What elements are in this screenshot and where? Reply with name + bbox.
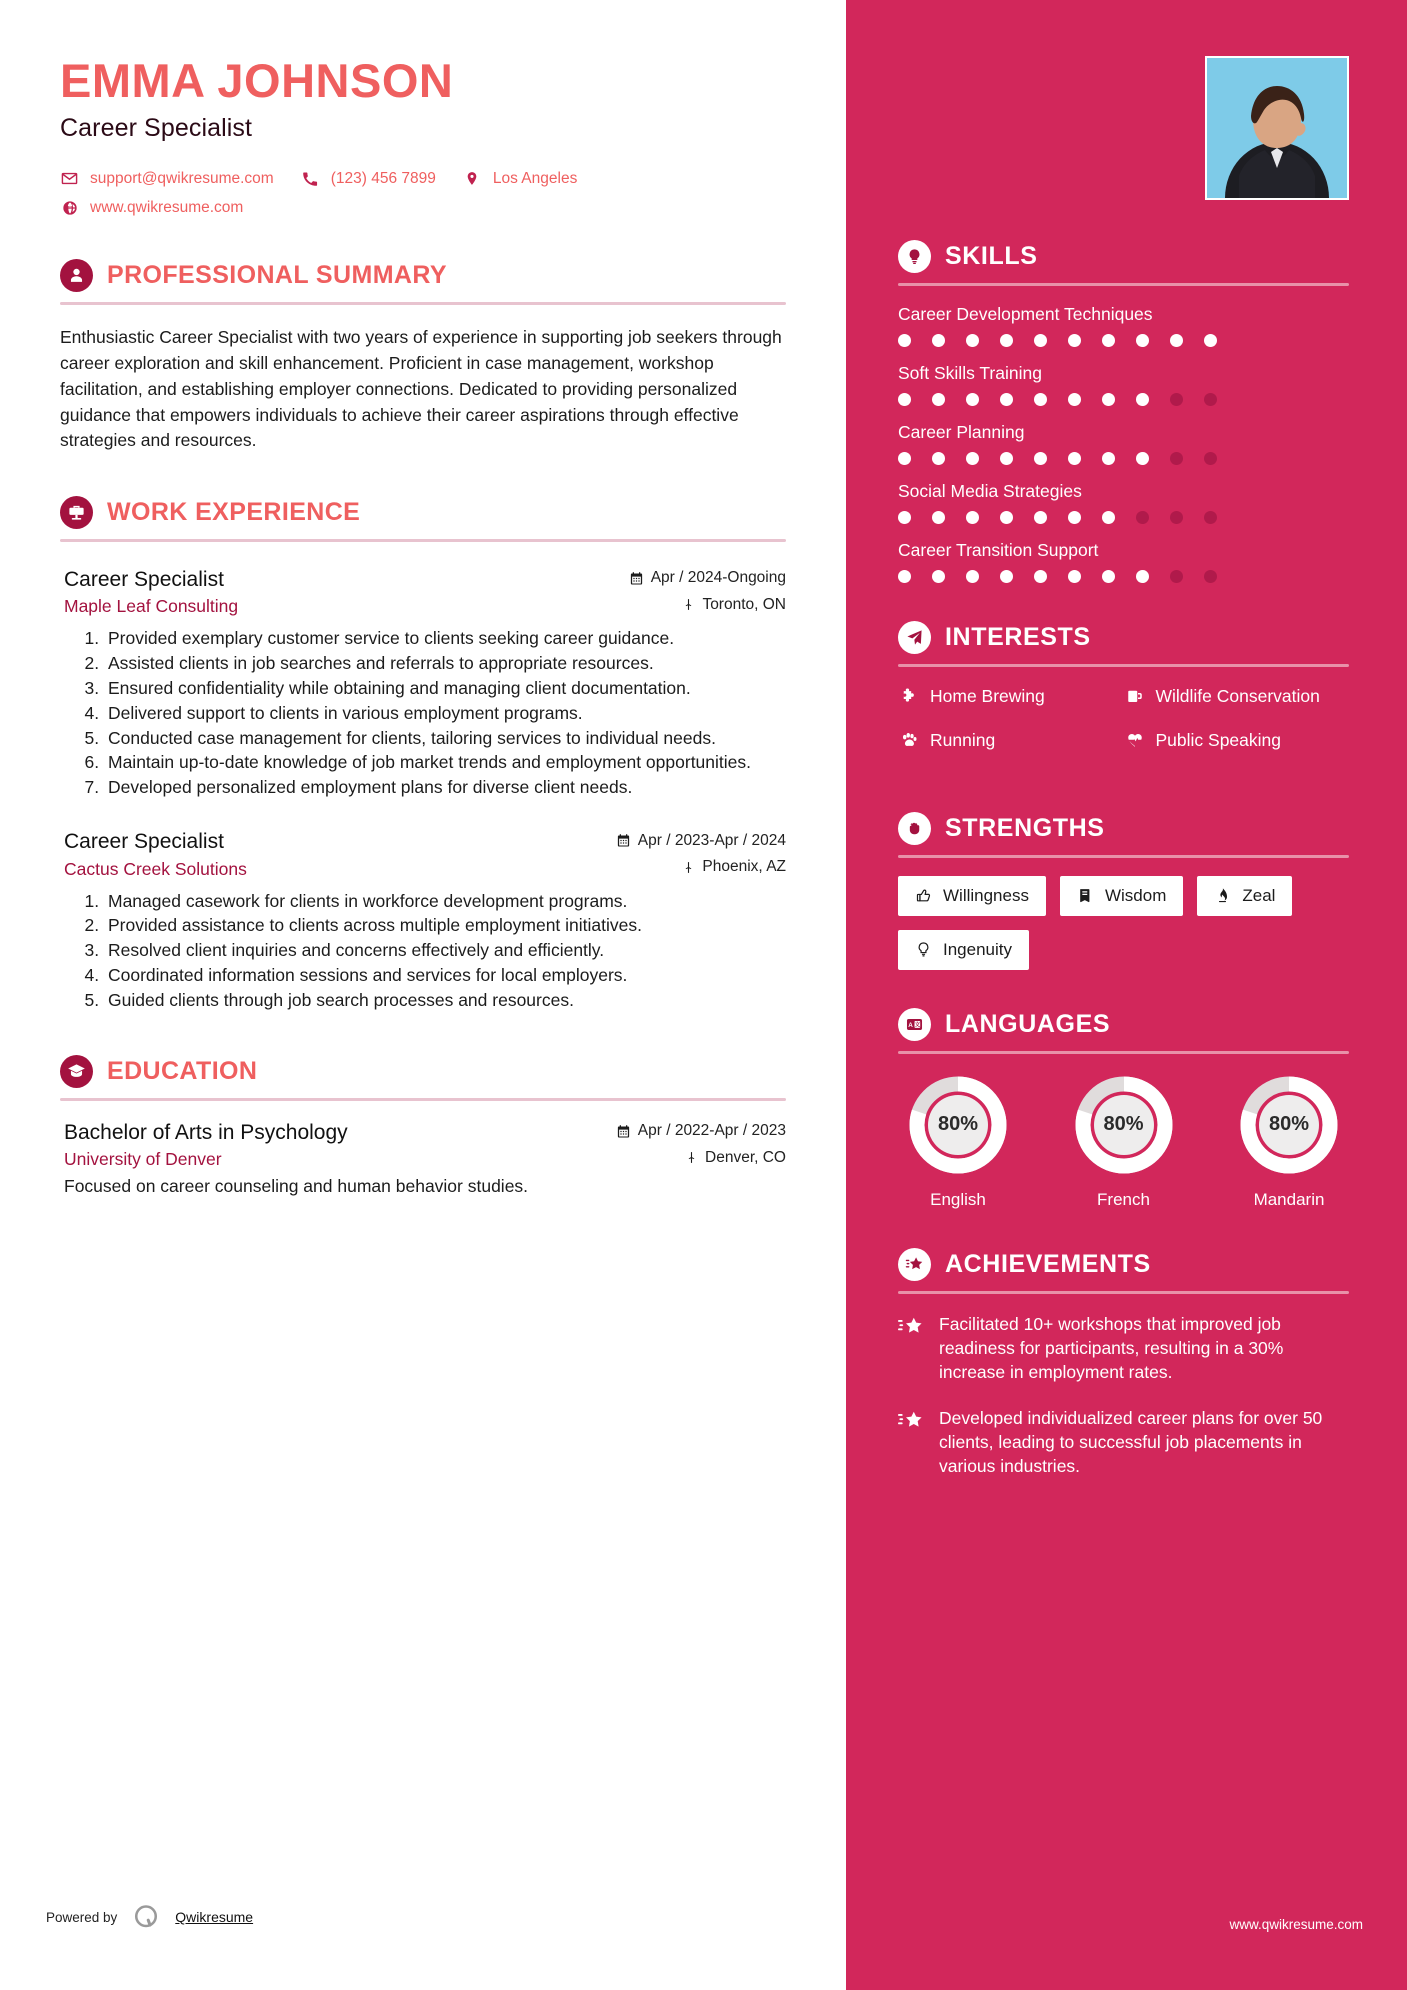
skill-dot <box>966 334 979 347</box>
skill-dot <box>1102 334 1115 347</box>
section-divider <box>60 302 786 305</box>
contact-row-secondary <box>60 198 786 217</box>
section-header-strengths <box>898 812 1349 845</box>
interest-item <box>898 685 1124 707</box>
right-sidebar <box>846 0 1407 1990</box>
svg-text:文: 文 <box>914 1022 921 1029</box>
section-title-summary: PROFESSIONAL SUMMARY <box>107 261 447 290</box>
location-pin-icon <box>463 169 482 188</box>
graduation-cap-icon <box>60 1055 93 1088</box>
skill-dot <box>966 570 979 583</box>
language-percent: 80% <box>937 1113 979 1136</box>
skill-dot <box>1170 393 1183 406</box>
strengths-list <box>898 876 1349 970</box>
calendar-icon <box>629 571 644 586</box>
skill-dot <box>1068 452 1081 465</box>
section-divider <box>60 1098 786 1101</box>
work-duties-list <box>104 627 786 800</box>
section-title-work: WORK EXPERIENCE <box>107 497 361 526</box>
interest-label: Wildlife Conservation <box>1155 686 1320 706</box>
contact-phone[interactable] <box>301 169 436 188</box>
list-item: 2. Assisted clients in job searches and referrals to appropriate resources. <box>104 652 786 676</box>
skill-dot <box>898 511 911 524</box>
language-label: English <box>930 1189 986 1209</box>
education-dates <box>616 1122 786 1140</box>
skill-dot <box>1068 511 1081 524</box>
section-header-achievements <box>898 1248 1349 1281</box>
skill-dot <box>966 393 979 406</box>
contact-email-text: support@qwikresume.com <box>90 169 274 187</box>
work-duties-list <box>104 890 786 1013</box>
skill-label: Career Development Techniques <box>898 304 1153 324</box>
star-badge-icon <box>898 1248 931 1281</box>
page-title: EMMA JOHNSON <box>60 54 454 107</box>
skill-dot <box>898 452 911 465</box>
strength-label: Ingenuity <box>943 939 1012 959</box>
strength-label: Wisdom <box>1104 885 1167 905</box>
summary-text: Enthusiastic Career Specialist with two years of experience in supporting job seekers through career exploration and skill enhancement. Proficient in case management, workshop facilitation, and establishing employer connections. Dedicated to providing personalized guidance that empowers individuals to achieve their career aspirations through effective strategies and resources. <box>60 327 782 451</box>
work-dates-text: Apr / 2023-Apr / 2024 <box>637 831 786 849</box>
interest-item <box>1124 685 1350 707</box>
skill-dot <box>1102 393 1115 406</box>
skill-dot <box>1204 334 1217 347</box>
language-item <box>1064 1072 1184 1210</box>
contact-phone-text: (123) 456 7899 <box>330 169 436 187</box>
skill-dot <box>1102 452 1115 465</box>
skill-dot <box>1204 570 1217 583</box>
skill-dot <box>932 334 945 347</box>
skill-dot <box>1068 570 1081 583</box>
interest-label: Home Brewing <box>930 686 1045 706</box>
language-percent: 80% <box>1103 1113 1144 1136</box>
skill-dot <box>1034 334 1047 347</box>
skill-dot <box>1068 334 1081 347</box>
section-title-skills: SKILLS <box>945 242 1038 270</box>
work-company: Cactus Creek Solutions <box>64 858 247 879</box>
star-icon <box>898 1406 926 1438</box>
map-marker-icon <box>682 597 695 612</box>
contact-website-text: www.qwikresume.com <box>90 198 244 216</box>
map-marker-icon <box>682 860 695 875</box>
work-location <box>682 858 786 876</box>
skill-dot <box>898 570 911 583</box>
contact-location <box>463 169 577 188</box>
education-location <box>685 1149 786 1167</box>
skill-dot <box>1000 393 1013 406</box>
interests-list <box>898 685 1349 774</box>
skill-item <box>898 481 1349 524</box>
language-label: Mandarin <box>1253 1189 1325 1209</box>
work-entry-sub <box>60 596 786 618</box>
strength-label: Zeal <box>1242 885 1276 905</box>
paw-icon <box>898 729 920 749</box>
thumbs-up-icon <box>915 887 932 904</box>
interest-item <box>898 729 1124 751</box>
job-role-subtitle: Career Specialist <box>60 114 253 143</box>
section-divider <box>898 1291 1349 1294</box>
education-degree: Bachelor of Arts in Psychology <box>64 1120 348 1144</box>
star-icon <box>898 1312 926 1344</box>
list-item: 2. Provided assistance to clients across multiple employment initiatives. <box>104 914 786 938</box>
interest-label: Running <box>930 730 996 751</box>
skill-dot <box>1204 452 1217 465</box>
section-title-strengths: STRENGTHS <box>945 813 1105 842</box>
language-progress-ring <box>1236 1072 1342 1178</box>
education-entry-top <box>60 1121 786 1145</box>
strength-item <box>898 930 1029 970</box>
skill-dot <box>932 393 945 406</box>
work-company: Maple Leaf Consulting <box>64 596 239 617</box>
language-progress-ring <box>905 1072 1011 1178</box>
list-item: 1. Provided exemplary customer service to clients seeking career guidance. <box>104 627 786 651</box>
education-description: Focused on career counseling and human behavior studies. <box>64 1176 529 1196</box>
beer-mug-icon <box>1124 685 1146 705</box>
skill-dot <box>1034 511 1047 524</box>
section-title-education: EDUCATION <box>107 1056 258 1085</box>
skill-rating <box>898 452 1349 465</box>
book-icon <box>1077 887 1094 904</box>
fist-icon <box>898 812 931 845</box>
list-item: 4. Delivered support to clients in various employment programs. <box>104 702 786 726</box>
skill-dot <box>1204 393 1217 406</box>
work-dates <box>616 832 786 850</box>
list-item: 7. Developed personalized employment plans for diverse client needs. <box>104 776 786 800</box>
section-title-achievements: ACHIEVEMENTS <box>945 1249 1151 1278</box>
skill-dot <box>1136 570 1149 583</box>
section-divider <box>898 283 1349 286</box>
list-item: 5. Guided clients through job search processes and resources. <box>104 989 786 1013</box>
strength-label: Willingness <box>943 885 1029 905</box>
skill-dot <box>898 393 911 406</box>
section-divider <box>60 539 786 542</box>
skill-dot <box>1204 511 1217 524</box>
section-header-skills <box>898 240 1349 273</box>
work-location <box>682 596 786 614</box>
heartbeat-icon <box>1124 729 1146 749</box>
work-entry <box>60 830 786 1012</box>
skill-label: Soft Skills Training <box>898 363 1042 383</box>
work-entry-sub <box>60 858 786 880</box>
skill-rating <box>898 511 1349 524</box>
skill-rating <box>898 334 1349 347</box>
skill-item <box>898 363 1349 406</box>
skill-label: Career Transition Support <box>898 540 1099 560</box>
interest-label: Public Speaking <box>1155 730 1281 751</box>
language-label: French <box>1097 1189 1150 1209</box>
section-divider <box>898 664 1349 667</box>
work-location-text: Toronto, ON <box>702 595 786 613</box>
avatar <box>1205 56 1349 200</box>
powered-by-label: Powered by <box>46 1909 118 1925</box>
skill-dot <box>1034 452 1047 465</box>
skill-dot <box>1170 511 1183 524</box>
paper-plane-icon <box>898 621 931 654</box>
achievement-item <box>898 1406 1349 1478</box>
work-entry-top <box>60 568 786 592</box>
phone-icon <box>301 169 320 188</box>
skill-dot <box>1136 452 1149 465</box>
skill-label: Social Media Strategies <box>898 481 1082 501</box>
skill-dot <box>1034 570 1047 583</box>
education-school: University of Denver <box>64 1149 222 1169</box>
strength-item <box>898 876 1046 916</box>
skill-dot <box>1136 393 1149 406</box>
translate-icon <box>898 1008 931 1041</box>
section-header-languages <box>898 1008 1349 1041</box>
skill-item <box>898 422 1349 465</box>
achievement-item <box>898 1312 1349 1384</box>
skill-dot <box>1136 334 1149 347</box>
contact-location-text: Los Angeles <box>492 169 578 187</box>
skill-dot <box>1170 570 1183 583</box>
education-entry <box>60 1121 786 1198</box>
skill-dot <box>1170 452 1183 465</box>
contact-row-primary <box>60 169 786 188</box>
work-title: Career Specialist <box>64 830 224 854</box>
list-item: 6. Maintain up-to-date knowledge of job market trends and employment opportunities. <box>104 751 786 775</box>
puzzle-icon <box>898 685 920 705</box>
achievement-text: Facilitated 10+ workshops that improved job readiness for participants, resulting in a 30% increase in employment rates. <box>939 1313 1284 1383</box>
user-circle-icon <box>60 259 93 292</box>
skill-dot <box>932 452 945 465</box>
languages-list <box>898 1072 1349 1210</box>
list-item: 4. Coordinated information sessions and services for local employers. <box>104 964 786 988</box>
skill-dot <box>966 511 979 524</box>
strength-item <box>1060 876 1183 916</box>
skill-dot <box>932 570 945 583</box>
work-dates-text: Apr / 2024-Ongoing <box>650 569 786 587</box>
contact-email[interactable] <box>60 169 274 188</box>
skill-dot <box>1000 334 1013 347</box>
section-title-interests: INTERESTS <box>945 623 1091 651</box>
flame-icon <box>1214 887 1231 904</box>
skill-dot <box>1068 393 1081 406</box>
language-progress-ring <box>1071 1072 1177 1178</box>
work-entry-top <box>60 830 786 854</box>
skill-dot <box>1102 570 1115 583</box>
skill-rating <box>898 570 1349 583</box>
footer-branding <box>46 1902 253 1932</box>
svg-text:A: A <box>908 1021 913 1029</box>
section-divider <box>898 1051 1349 1054</box>
skill-dot <box>1000 570 1013 583</box>
section-header-interests <box>898 621 1349 654</box>
skill-item <box>898 540 1349 583</box>
skill-dot <box>1170 334 1183 347</box>
envelope-icon <box>60 169 79 188</box>
skill-dot <box>1000 511 1013 524</box>
language-item <box>898 1072 1018 1210</box>
skill-dot <box>1000 452 1013 465</box>
skill-dot <box>932 511 945 524</box>
list-item: 1. Managed casework for clients in workforce development programs. <box>104 890 786 914</box>
skill-label: Career Planning <box>898 422 1025 442</box>
skill-dot <box>1136 511 1149 524</box>
lightbulb-icon <box>898 240 931 273</box>
education-location-text: Denver, CO <box>705 1148 786 1166</box>
achievement-text: Developed individualized career plans for over 50 clients, leading to successful job placements in various industries. <box>939 1408 1323 1477</box>
footer-website: www.qwikresume.com <box>1229 1917 1363 1932</box>
qwikresume-logo-icon <box>131 1902 161 1932</box>
globe-icon <box>60 198 79 217</box>
work-title: Career Specialist <box>64 567 224 591</box>
language-item <box>1229 1072 1349 1210</box>
section-header-summary <box>60 259 786 292</box>
work-location-text: Phoenix, AZ <box>702 858 786 876</box>
skill-dot <box>898 334 911 347</box>
skill-rating <box>898 393 1349 406</box>
list-item: 3. Ensured confidentiality while obtaining and managing client documentation. <box>104 677 786 701</box>
skill-dot <box>1102 511 1115 524</box>
education-entry-sub <box>60 1149 786 1171</box>
skill-dot <box>966 452 979 465</box>
language-percent: 80% <box>1268 1113 1310 1136</box>
briefcase-icon <box>60 496 93 529</box>
bulb-icon <box>915 941 932 958</box>
section-header-education <box>60 1055 786 1088</box>
skill-dot <box>1034 393 1047 406</box>
list-item: 5. Conducted case management for clients, tailoring services to individual needs. <box>104 727 786 751</box>
calendar-icon <box>616 833 631 848</box>
education-dates-text: Apr / 2022-Apr / 2023 <box>637 1122 786 1139</box>
interest-item <box>1124 729 1350 751</box>
skills-list <box>898 304 1349 583</box>
skill-item <box>898 304 1349 347</box>
contact-website[interactable] <box>60 198 243 217</box>
qwikresume-link[interactable]: Qwikresume <box>175 1909 254 1925</box>
achievements-list <box>898 1312 1349 1479</box>
section-header-work <box>60 496 786 529</box>
map-marker-icon <box>685 1150 698 1165</box>
strength-item <box>1197 876 1292 916</box>
work-dates <box>629 569 786 587</box>
section-title-languages: LANGUAGES <box>945 1009 1111 1038</box>
list-item: 3. Resolved client inquiries and concerns effectively and efficiently. <box>104 939 786 963</box>
section-divider <box>898 855 1349 858</box>
calendar-icon <box>616 1124 631 1139</box>
work-entry <box>60 568 786 800</box>
